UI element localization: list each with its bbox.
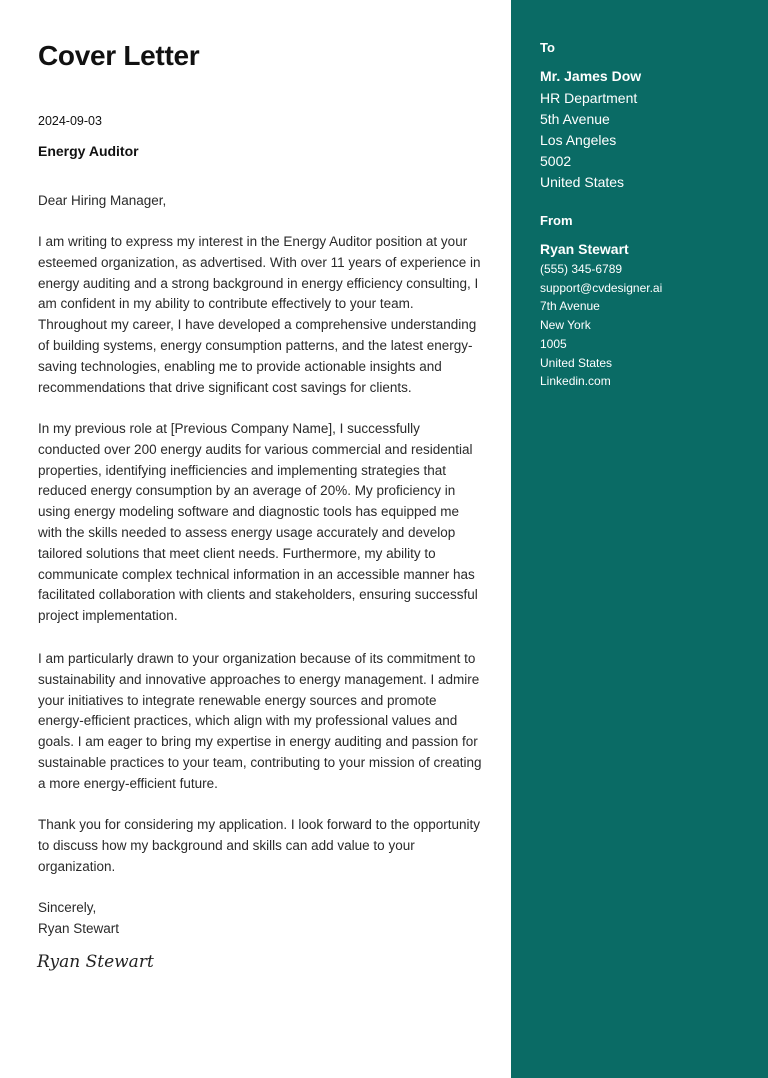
- sender-country: United States: [540, 355, 613, 370]
- paragraph-4: Thank you for considering my application. I look forward to the opportunity to discuss how my background and skills can add value to your organization.: [38, 817, 480, 874]
- closing-name: Ryan Stewart: [38, 921, 120, 936]
- from-heading: From: [540, 213, 573, 228]
- recipient-street: 5th Avenue: [540, 111, 610, 127]
- sender-contact: [540, 260, 662, 391]
- sender-zip: 1005: [540, 336, 567, 351]
- paragraph-1: I am writing to express my interest in the Energy Auditor position at your esteemed organization, as advertised. With over 11 years of experience in energy auditing and a strong background in energy efficiency consulting, I am confident in my ability to contribute effectively to your team. Throughout my career, I have developed a comprehensive understanding of building systems, energy consumption patterns, and the latest energy-saving technologies, enabling me to provide actionable insights and recommendations that drive significant cost savings for clients.: [38, 234, 481, 395]
- letter-date: 2024-09-03: [38, 114, 102, 128]
- salutation: Dear Hiring Manager,: [38, 193, 167, 208]
- sender-linkedin[interactable]: Linkedin.com: [540, 374, 611, 389]
- sender-name: Ryan Stewart: [540, 241, 629, 257]
- recipient-department: HR Department: [540, 90, 638, 106]
- sender-phone: (555) 345-6789: [540, 262, 623, 276]
- paragraph-3: I am particularly drawn to your organization because of its commitment to sustainability and innovative approaches to energy management. I admire your initiatives to integrate renewable energy sources and promote energy-efficient practices, which align with my professional values and goals. I am eager to bring my expertise in energy auditing and passion for sustainable practices to your team, contributing to your mission of creating a more energy-efficient future.: [38, 651, 482, 791]
- recipient-address: [540, 88, 637, 193]
- sender-street: 7th Avenue: [540, 299, 600, 314]
- recipient-country: United States: [540, 174, 625, 190]
- to-heading: To: [540, 40, 555, 55]
- recipient-name: Mr. James Dow: [540, 68, 642, 84]
- signature: Ryan Stewart: [37, 952, 154, 972]
- page-title: Cover Letter: [38, 40, 200, 71]
- sender-city: New York: [540, 318, 591, 333]
- paragraph-2: In my previous role at [Previous Company Name], I successfully conducted over 200 energy audits for various commercial and residential properties, identifying inefficiencies and implementing strategies that reduced energy consumption by an average of 20%. My proficiency in using energy modeling software and diagnostic tools has equipped me with the skills needed to assess energy usage accurately and develop tailored solutions that meet client needs. Furthermore, my ability to communicate complex technical information in an accessible manner has facilitated collaboration with clients and stakeholders, ensuring successful project implementation.: [38, 421, 478, 624]
- job-position: Energy Auditor: [38, 143, 139, 159]
- sidebar-contacts: [511, 0, 768, 1078]
- closing: Sincerely,: [38, 900, 97, 915]
- sender-email[interactable]: support@cvdesigner.ai: [540, 280, 663, 295]
- recipient-city: Los Angeles: [540, 132, 617, 148]
- recipient-zip: 5002: [540, 153, 572, 169]
